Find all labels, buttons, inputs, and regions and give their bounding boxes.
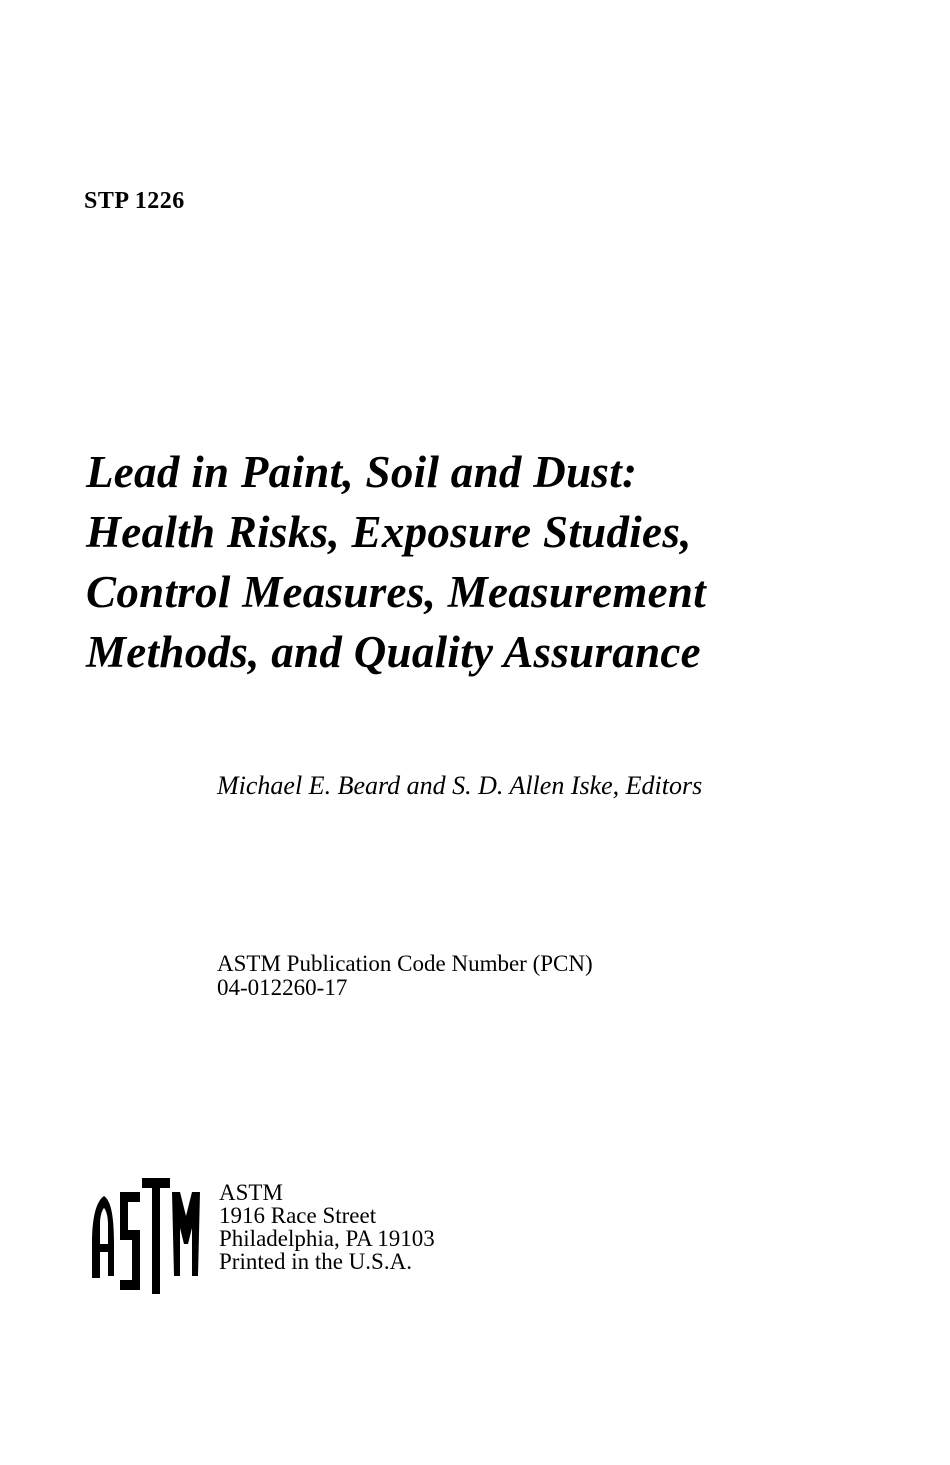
publisher-address: [219, 1181, 435, 1273]
publisher-name: ASTM: [219, 1180, 283, 1205]
book-title: [86, 442, 706, 682]
title-line-4: Methods, and Quality Assurance: [86, 627, 701, 677]
astm-logo-icon: [90, 1172, 202, 1294]
editors-line: Michael E. Beard and S. D. Allen Iske, Editors: [217, 771, 703, 800]
title-line-2: Health Risks, Exposure Studies,: [86, 507, 692, 557]
publisher-city: Philadelphia, PA 19103: [219, 1226, 435, 1251]
title-line-3: Control Measures, Measurement: [86, 567, 707, 617]
publisher-street: 1916 Race Street: [219, 1203, 377, 1228]
publication-code-label: ASTM Publication Code Number (PCN): [217, 951, 593, 976]
printed-note: Printed in the U.S.A.: [219, 1249, 412, 1274]
title-line-1: Lead in Paint, Soil and Dust:: [86, 447, 638, 497]
series-number: STP 1226: [84, 188, 185, 214]
publication-code: [217, 952, 593, 1000]
publication-code-number: 04-012260-17: [217, 975, 348, 1000]
